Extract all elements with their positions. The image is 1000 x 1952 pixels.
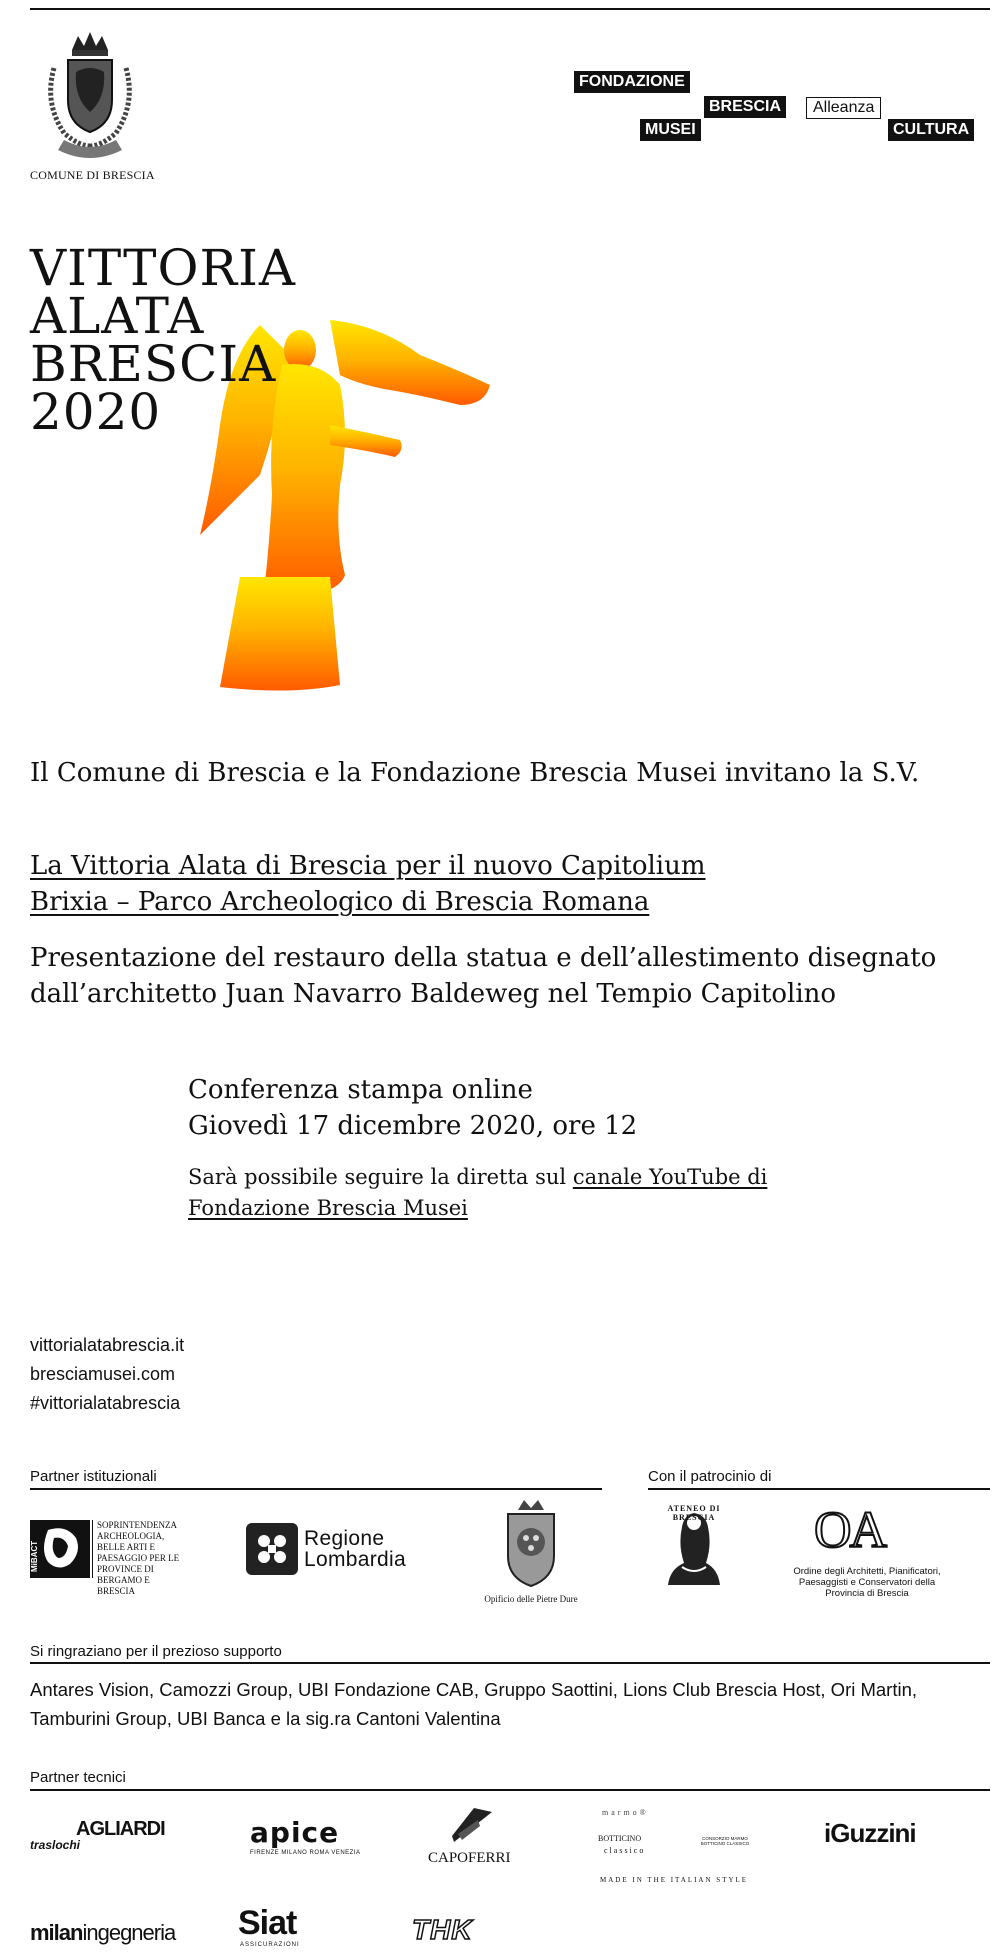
regione-lombardia-text [304, 1528, 406, 1570]
link-bresciamusei[interactable]: bresciamusei.com [30, 1364, 176, 1384]
comune-coat-of-arms-icon [34, 28, 146, 168]
iguzzini-logo: iGuzzini [824, 1818, 916, 1848]
invitation-intro: Il Comune di Brescia e la Fondazione Brescia Musei invitano la S.V. [30, 758, 920, 788]
thk-logo: THK [412, 1914, 473, 1945]
patronage-label: Con il patrocinio di [648, 1468, 772, 1485]
apice-sub: FIRENZE MILANO ROMA VENEZIA [250, 1850, 361, 1856]
capoferri-name: CAPOFERRI [428, 1850, 511, 1866]
capoferri-mark-icon [448, 1806, 498, 1846]
hero-title-line: 2020 [30, 383, 162, 441]
oa-logo: OA [814, 1502, 886, 1559]
stream-prefix: Sarà possibile seguire la diretta sul [188, 1165, 573, 1189]
opificio-caption: Opificio delle Pietre Dure [484, 1594, 578, 1604]
regione-line: Lombardia [304, 1548, 406, 1571]
event-title-line: Brixia – Parco Archeologico di Brescia Romana [30, 887, 650, 917]
support-label: Si ringraziano per il prezioso supporto [30, 1643, 282, 1660]
botticino-top: marmo® [602, 1808, 649, 1817]
rosa-camuna-icon [246, 1523, 298, 1575]
botticino-tagline: MADE IN THE ITALIAN STYLE [600, 1876, 749, 1884]
conference-line: Conferenza stampa online [188, 1075, 533, 1105]
agliardi-logo [30, 1818, 170, 1858]
botticino-sub: classico [604, 1846, 646, 1855]
milan-ingegneria-logo [30, 1920, 175, 1946]
section-rule [648, 1488, 990, 1490]
conference-date: Giovedì 17 dicembre 2020, ore 12 [188, 1111, 638, 1141]
hero-title-line: VITTORIA [30, 239, 296, 297]
logo-word-musei: MUSEI [640, 119, 701, 141]
logo-word-fondazione: FONDAZIONE [574, 71, 690, 93]
botticino-name: BOTTICINO [598, 1834, 642, 1843]
hero-title [30, 239, 296, 441]
regione-lombardia-logo [246, 1523, 298, 1575]
website-links [30, 1331, 184, 1418]
conference-info [188, 1072, 948, 1144]
agliardi-sub: traslochi [30, 1838, 81, 1852]
comune-caption: COMUNE DI BRESCIA [30, 168, 155, 182]
fondazione-brescia-musei-logo [574, 71, 979, 143]
logo-word-alleanza: Alleanza [806, 97, 881, 119]
apice-logo [248, 1816, 361, 1860]
divider [92, 1520, 93, 1578]
top-rule [30, 8, 990, 10]
ordine-architetti-caption: Ordine degli Architetti, Pianificatori, Paesaggisti e Conservatori della Provincia di Brescia [793, 1566, 941, 1599]
siat-logo [238, 1904, 318, 1952]
opificio-crest-icon [496, 1498, 566, 1590]
ateneo-caption: ATENEO DI BRESCIA [667, 1504, 721, 1522]
regione-line: Regione [304, 1527, 385, 1550]
milan-bold: milan [30, 1920, 83, 1945]
supporters-list: Antares Vision, Camozzi Group, UBI Fondazione CAB, Gruppo Saottini, Lions Club Brescia Host, Ori Martin, Tamburini Group, UBI Banca e la sig.ra Cantoni Valentina [30, 1679, 918, 1729]
hero-title-line: BRESCIA [30, 335, 277, 393]
link-vittorialatabrescia[interactable]: vittorialatabrescia.it [30, 1335, 185, 1355]
botticino-logo [598, 1808, 768, 1888]
milan-light: ingegneria [82, 1920, 176, 1945]
hashtag: #vittorialatabrescia [30, 1393, 181, 1413]
event-title[interactable] [30, 848, 930, 920]
botticino-consorzio: CONSORZIO MARMO BOTTICINO CLASSICO [700, 1836, 750, 1846]
siat-sub: ASSICURAZIONI [240, 1942, 300, 1948]
logo-word-cultura: CULTURA [888, 119, 974, 141]
stream-info [188, 1162, 888, 1224]
mibact-logo [30, 1520, 90, 1578]
mibact-label: MiBACT [30, 1540, 39, 1572]
soprintendenza-text: SOPRINTENDENZA ARCHEOLOGIA, BELLE ARTI E PAESAGGIO PER LE PROVINCE DI BERGAMO E BRESCIA [97, 1520, 180, 1596]
siat-name: Siat [238, 1904, 297, 1942]
hero-title-line: ALATA [30, 287, 205, 345]
section-rule [30, 1662, 990, 1664]
institutional-partners-label: Partner istituzionali [30, 1468, 157, 1485]
agliardi-name: AGLIARDI [76, 1818, 165, 1840]
youtube-channel-link[interactable]: canale YouTube di Fondazione Brescia Musei [188, 1165, 768, 1220]
section-rule [30, 1789, 990, 1791]
logo-word-brescia: BRESCIA [704, 96, 786, 118]
apice-name: apice [250, 1816, 340, 1849]
event-title-line: La Vittoria Alata di Brescia per il nuovo Capitolium [30, 851, 706, 881]
technical-partners-label: Partner tecnici [30, 1769, 126, 1786]
section-rule [30, 1488, 602, 1490]
event-description: Presentazione del restauro della statua e dell’allestimento disegnato dall’architetto Juan Navarro Baldeweg nel Tempio Capitolino [30, 943, 937, 1009]
